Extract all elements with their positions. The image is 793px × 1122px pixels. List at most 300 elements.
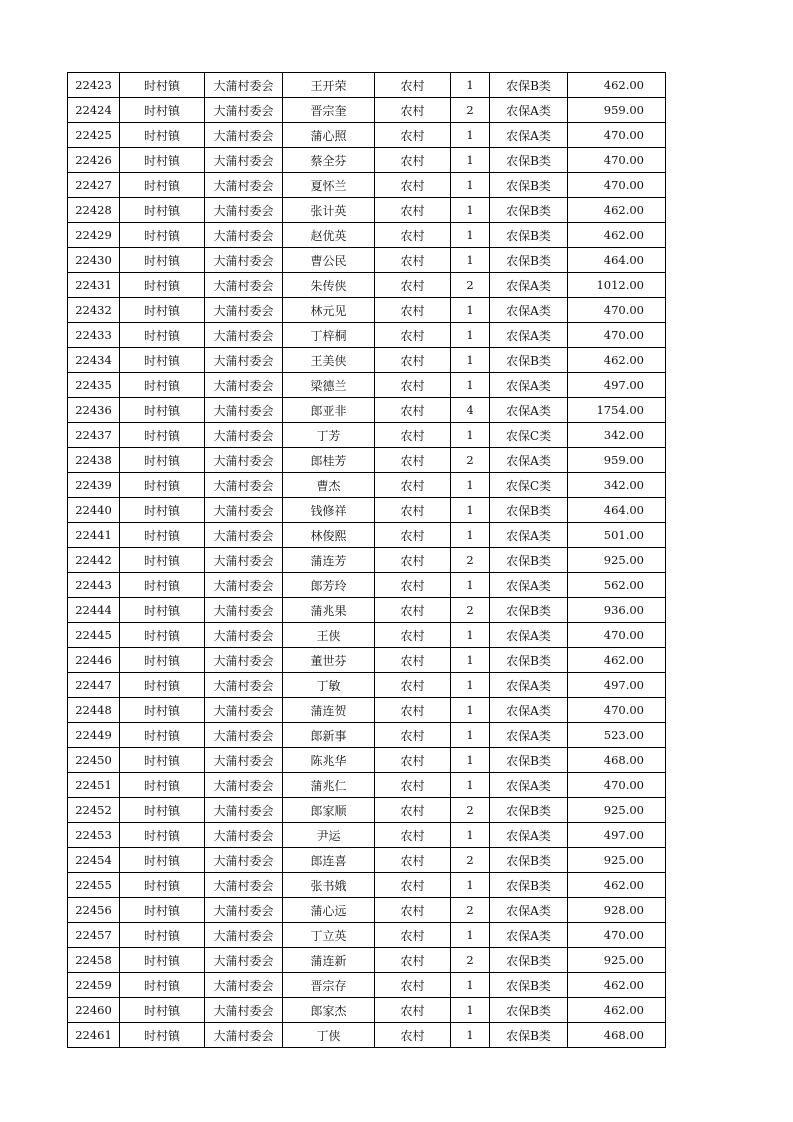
table-row — [68, 98, 666, 123]
table-row — [68, 423, 666, 448]
record-id-cell: 22450 — [68, 748, 120, 773]
town-cell: 时村镇 — [120, 473, 205, 498]
record-id-cell: 22441 — [68, 523, 120, 548]
table-row — [68, 323, 666, 348]
table-row — [68, 873, 666, 898]
record-id-cell: 22439 — [68, 473, 120, 498]
town-cell: 时村镇 — [120, 498, 205, 523]
insurance-category-cell: 农保B类 — [490, 148, 568, 173]
village-committee-cell: 大蒲村委会 — [205, 123, 283, 148]
town-cell: 时村镇 — [120, 123, 205, 148]
area-type-cell: 农村 — [375, 423, 451, 448]
record-id-cell: 22452 — [68, 798, 120, 823]
household-count-cell: 1 — [451, 523, 490, 548]
household-count-cell: 1 — [451, 323, 490, 348]
town-cell: 时村镇 — [120, 273, 205, 298]
record-id-cell: 22448 — [68, 698, 120, 723]
village-committee-cell: 大蒲村委会 — [205, 773, 283, 798]
person-name-cell: 丁敏 — [283, 673, 375, 698]
town-cell: 时村镇 — [120, 973, 205, 998]
household-count-cell: 1 — [451, 223, 490, 248]
insurance-category-cell: 农保A类 — [490, 898, 568, 923]
town-cell: 时村镇 — [120, 373, 205, 398]
record-id-cell: 22445 — [68, 623, 120, 648]
town-cell: 时村镇 — [120, 223, 205, 248]
town-cell: 时村镇 — [120, 423, 205, 448]
village-committee-cell: 大蒲村委会 — [205, 873, 283, 898]
person-name-cell: 林俊熙 — [283, 523, 375, 548]
amount-cell: 470.00 — [568, 623, 666, 648]
area-type-cell: 农村 — [375, 373, 451, 398]
household-count-cell: 1 — [451, 348, 490, 373]
area-type-cell: 农村 — [375, 173, 451, 198]
amount-cell: 470.00 — [568, 173, 666, 198]
area-type-cell: 农村 — [375, 948, 451, 973]
person-name-cell: 晋宗奎 — [283, 98, 375, 123]
amount-cell: 462.00 — [568, 973, 666, 998]
village-committee-cell: 大蒲村委会 — [205, 723, 283, 748]
person-name-cell: 郎桂芳 — [283, 448, 375, 473]
person-name-cell: 朱传侠 — [283, 273, 375, 298]
record-id-cell: 22461 — [68, 1023, 120, 1048]
town-cell: 时村镇 — [120, 773, 205, 798]
insurance-category-cell: 农保B类 — [490, 798, 568, 823]
village-committee-cell: 大蒲村委会 — [205, 598, 283, 623]
area-type-cell: 农村 — [375, 748, 451, 773]
person-name-cell: 尹运 — [283, 823, 375, 848]
person-name-cell: 丁梓桐 — [283, 323, 375, 348]
town-cell: 时村镇 — [120, 698, 205, 723]
insurance-category-cell: 农保B类 — [490, 223, 568, 248]
village-committee-cell: 大蒲村委会 — [205, 148, 283, 173]
village-committee-cell: 大蒲村委会 — [205, 823, 283, 848]
table-row — [68, 148, 666, 173]
table-row — [68, 123, 666, 148]
amount-cell: 936.00 — [568, 598, 666, 623]
area-type-cell: 农村 — [375, 148, 451, 173]
amount-cell: 925.00 — [568, 798, 666, 823]
record-id-cell: 22427 — [68, 173, 120, 198]
table-row — [68, 223, 666, 248]
insurance-category-cell: 农保A类 — [490, 923, 568, 948]
amount-cell: 925.00 — [568, 548, 666, 573]
household-count-cell: 1 — [451, 73, 490, 98]
village-committee-cell: 大蒲村委会 — [205, 448, 283, 473]
area-type-cell: 农村 — [375, 573, 451, 598]
amount-cell: 462.00 — [568, 873, 666, 898]
insurance-category-cell: 农保B类 — [490, 748, 568, 773]
table-row — [68, 198, 666, 223]
record-id-cell: 22433 — [68, 323, 120, 348]
person-name-cell: 梁德兰 — [283, 373, 375, 398]
table-row — [68, 848, 666, 873]
insurance-category-cell: 农保B类 — [490, 948, 568, 973]
person-name-cell: 陈兆华 — [283, 748, 375, 773]
area-type-cell: 农村 — [375, 873, 451, 898]
table-row — [68, 173, 666, 198]
person-name-cell: 蔡全芬 — [283, 148, 375, 173]
household-count-cell: 1 — [451, 698, 490, 723]
village-committee-cell: 大蒲村委会 — [205, 648, 283, 673]
record-id-cell: 22455 — [68, 873, 120, 898]
town-cell: 时村镇 — [120, 198, 205, 223]
village-committee-cell: 大蒲村委会 — [205, 748, 283, 773]
amount-cell: 462.00 — [568, 648, 666, 673]
insurance-category-cell: 农保A类 — [490, 123, 568, 148]
area-type-cell: 农村 — [375, 598, 451, 623]
insurance-category-cell: 农保A类 — [490, 448, 568, 473]
town-cell: 时村镇 — [120, 848, 205, 873]
insurance-category-cell: 农保A类 — [490, 823, 568, 848]
area-type-cell: 农村 — [375, 648, 451, 673]
area-type-cell: 农村 — [375, 798, 451, 823]
person-name-cell: 丁侠 — [283, 1023, 375, 1048]
table-row — [68, 823, 666, 848]
table-row — [68, 498, 666, 523]
area-type-cell: 农村 — [375, 123, 451, 148]
amount-cell: 462.00 — [568, 223, 666, 248]
insurance-category-cell: 农保C类 — [490, 473, 568, 498]
insurance-category-cell: 农保A类 — [490, 523, 568, 548]
town-cell: 时村镇 — [120, 548, 205, 573]
household-count-cell: 2 — [451, 798, 490, 823]
village-committee-cell: 大蒲村委会 — [205, 798, 283, 823]
town-cell: 时村镇 — [120, 323, 205, 348]
household-count-cell: 1 — [451, 123, 490, 148]
insurance-category-cell: 农保A类 — [490, 323, 568, 348]
insurance-category-cell: 农保A类 — [490, 673, 568, 698]
person-name-cell: 赵优英 — [283, 223, 375, 248]
table-row — [68, 898, 666, 923]
area-type-cell: 农村 — [375, 523, 451, 548]
household-count-cell: 2 — [451, 98, 490, 123]
town-cell: 时村镇 — [120, 823, 205, 848]
household-count-cell: 1 — [451, 298, 490, 323]
amount-cell: 925.00 — [568, 948, 666, 973]
table-row — [68, 973, 666, 998]
insurance-category-cell: 农保A类 — [490, 723, 568, 748]
table-row — [68, 373, 666, 398]
village-committee-cell: 大蒲村委会 — [205, 998, 283, 1023]
area-type-cell: 农村 — [375, 473, 451, 498]
household-count-cell: 2 — [451, 448, 490, 473]
town-cell: 时村镇 — [120, 598, 205, 623]
person-name-cell: 蒲心远 — [283, 898, 375, 923]
benefit-roster-table — [67, 72, 666, 1048]
area-type-cell: 农村 — [375, 73, 451, 98]
amount-cell: 462.00 — [568, 998, 666, 1023]
record-id-cell: 22459 — [68, 973, 120, 998]
household-count-cell: 2 — [451, 548, 490, 573]
area-type-cell: 农村 — [375, 623, 451, 648]
table-body — [68, 73, 666, 1048]
insurance-category-cell: 农保B类 — [490, 973, 568, 998]
table-row — [68, 798, 666, 823]
area-type-cell: 农村 — [375, 498, 451, 523]
village-committee-cell: 大蒲村委会 — [205, 348, 283, 373]
town-cell: 时村镇 — [120, 448, 205, 473]
town-cell: 时村镇 — [120, 998, 205, 1023]
person-name-cell: 蒲兆仁 — [283, 773, 375, 798]
village-committee-cell: 大蒲村委会 — [205, 548, 283, 573]
town-cell: 时村镇 — [120, 673, 205, 698]
town-cell: 时村镇 — [120, 298, 205, 323]
village-committee-cell: 大蒲村委会 — [205, 298, 283, 323]
person-name-cell: 郎家杰 — [283, 998, 375, 1023]
village-committee-cell: 大蒲村委会 — [205, 498, 283, 523]
table-row — [68, 548, 666, 573]
household-count-cell: 1 — [451, 423, 490, 448]
village-committee-cell: 大蒲村委会 — [205, 323, 283, 348]
area-type-cell: 农村 — [375, 823, 451, 848]
town-cell: 时村镇 — [120, 73, 205, 98]
record-id-cell: 22458 — [68, 948, 120, 973]
area-type-cell: 农村 — [375, 548, 451, 573]
area-type-cell: 农村 — [375, 323, 451, 348]
insurance-category-cell: 农保A类 — [490, 698, 568, 723]
town-cell: 时村镇 — [120, 98, 205, 123]
amount-cell: 928.00 — [568, 898, 666, 923]
table-row — [68, 298, 666, 323]
insurance-category-cell: 农保A类 — [490, 773, 568, 798]
area-type-cell: 农村 — [375, 973, 451, 998]
amount-cell: 470.00 — [568, 923, 666, 948]
village-committee-cell: 大蒲村委会 — [205, 398, 283, 423]
village-committee-cell: 大蒲村委会 — [205, 98, 283, 123]
household-count-cell: 4 — [451, 398, 490, 423]
amount-cell: 470.00 — [568, 148, 666, 173]
table-row — [68, 448, 666, 473]
town-cell: 时村镇 — [120, 798, 205, 823]
table-row — [68, 473, 666, 498]
amount-cell: 468.00 — [568, 748, 666, 773]
person-name-cell: 曹公民 — [283, 248, 375, 273]
record-id-cell: 22425 — [68, 123, 120, 148]
record-id-cell: 22432 — [68, 298, 120, 323]
village-committee-cell: 大蒲村委会 — [205, 848, 283, 873]
table-row — [68, 673, 666, 698]
record-id-cell: 22453 — [68, 823, 120, 848]
insurance-category-cell: 农保C类 — [490, 423, 568, 448]
village-committee-cell: 大蒲村委会 — [205, 473, 283, 498]
person-name-cell: 蒲兆果 — [283, 598, 375, 623]
person-name-cell: 晋宗存 — [283, 973, 375, 998]
town-cell: 时村镇 — [120, 948, 205, 973]
person-name-cell: 夏怀兰 — [283, 173, 375, 198]
town-cell: 时村镇 — [120, 923, 205, 948]
amount-cell: 497.00 — [568, 823, 666, 848]
insurance-category-cell: 农保A类 — [490, 398, 568, 423]
record-id-cell: 22436 — [68, 398, 120, 423]
record-id-cell: 22423 — [68, 73, 120, 98]
amount-cell: 497.00 — [568, 673, 666, 698]
village-committee-cell: 大蒲村委会 — [205, 698, 283, 723]
area-type-cell: 农村 — [375, 398, 451, 423]
insurance-category-cell: 农保A类 — [490, 273, 568, 298]
town-cell: 时村镇 — [120, 173, 205, 198]
amount-cell: 342.00 — [568, 473, 666, 498]
amount-cell: 959.00 — [568, 98, 666, 123]
area-type-cell: 农村 — [375, 348, 451, 373]
household-count-cell: 1 — [451, 973, 490, 998]
table-row — [68, 948, 666, 973]
household-count-cell: 2 — [451, 848, 490, 873]
person-name-cell: 郎新事 — [283, 723, 375, 748]
town-cell: 时村镇 — [120, 348, 205, 373]
area-type-cell: 农村 — [375, 923, 451, 948]
amount-cell: 470.00 — [568, 123, 666, 148]
town-cell: 时村镇 — [120, 248, 205, 273]
village-committee-cell: 大蒲村委会 — [205, 198, 283, 223]
person-name-cell: 张书娥 — [283, 873, 375, 898]
area-type-cell: 农村 — [375, 773, 451, 798]
insurance-category-cell: 农保B类 — [490, 873, 568, 898]
household-count-cell: 1 — [451, 1023, 490, 1048]
town-cell: 时村镇 — [120, 523, 205, 548]
amount-cell: 1754.00 — [568, 398, 666, 423]
insurance-category-cell: 农保B类 — [490, 198, 568, 223]
area-type-cell: 农村 — [375, 223, 451, 248]
town-cell: 时村镇 — [120, 648, 205, 673]
amount-cell: 464.00 — [568, 248, 666, 273]
area-type-cell: 农村 — [375, 723, 451, 748]
record-id-cell: 22428 — [68, 198, 120, 223]
village-committee-cell: 大蒲村委会 — [205, 673, 283, 698]
insurance-category-cell: 农保A类 — [490, 573, 568, 598]
record-id-cell: 22460 — [68, 998, 120, 1023]
village-committee-cell: 大蒲村委会 — [205, 1023, 283, 1048]
table-row — [68, 773, 666, 798]
town-cell: 时村镇 — [120, 623, 205, 648]
person-name-cell: 曹杰 — [283, 473, 375, 498]
table-row — [68, 73, 666, 98]
person-name-cell: 蒲心照 — [283, 123, 375, 148]
area-type-cell: 农村 — [375, 898, 451, 923]
amount-cell: 562.00 — [568, 573, 666, 598]
amount-cell: 501.00 — [568, 523, 666, 548]
person-name-cell: 钱修祥 — [283, 498, 375, 523]
table-row — [68, 598, 666, 623]
village-committee-cell: 大蒲村委会 — [205, 423, 283, 448]
town-cell: 时村镇 — [120, 1023, 205, 1048]
record-id-cell: 22442 — [68, 548, 120, 573]
record-id-cell: 22438 — [68, 448, 120, 473]
person-name-cell: 王开荣 — [283, 73, 375, 98]
table-row — [68, 648, 666, 673]
record-id-cell: 22435 — [68, 373, 120, 398]
area-type-cell: 农村 — [375, 673, 451, 698]
person-name-cell: 丁立英 — [283, 923, 375, 948]
village-committee-cell: 大蒲村委会 — [205, 273, 283, 298]
village-committee-cell: 大蒲村委会 — [205, 523, 283, 548]
insurance-category-cell: 农保B类 — [490, 173, 568, 198]
village-committee-cell: 大蒲村委会 — [205, 373, 283, 398]
household-count-cell: 1 — [451, 373, 490, 398]
household-count-cell: 2 — [451, 948, 490, 973]
household-count-cell: 1 — [451, 473, 490, 498]
area-type-cell: 农村 — [375, 248, 451, 273]
insurance-category-cell: 农保B类 — [490, 348, 568, 373]
record-id-cell: 22454 — [68, 848, 120, 873]
amount-cell: 1012.00 — [568, 273, 666, 298]
amount-cell: 470.00 — [568, 698, 666, 723]
town-cell: 时村镇 — [120, 748, 205, 773]
table-row — [68, 523, 666, 548]
household-count-cell: 1 — [451, 823, 490, 848]
person-name-cell: 王侠 — [283, 623, 375, 648]
town-cell: 时村镇 — [120, 898, 205, 923]
amount-cell: 497.00 — [568, 373, 666, 398]
record-id-cell: 22456 — [68, 898, 120, 923]
amount-cell: 342.00 — [568, 423, 666, 448]
household-count-cell: 1 — [451, 873, 490, 898]
record-id-cell: 22440 — [68, 498, 120, 523]
record-id-cell: 22429 — [68, 223, 120, 248]
record-id-cell: 22426 — [68, 148, 120, 173]
household-count-cell: 1 — [451, 623, 490, 648]
table-row — [68, 398, 666, 423]
village-committee-cell: 大蒲村委会 — [205, 973, 283, 998]
area-type-cell: 农村 — [375, 998, 451, 1023]
table-row — [68, 573, 666, 598]
household-count-cell: 1 — [451, 673, 490, 698]
area-type-cell: 农村 — [375, 298, 451, 323]
amount-cell: 470.00 — [568, 298, 666, 323]
amount-cell: 959.00 — [568, 448, 666, 473]
person-name-cell: 蒲连芳 — [283, 548, 375, 573]
village-committee-cell: 大蒲村委会 — [205, 948, 283, 973]
record-id-cell: 22430 — [68, 248, 120, 273]
table-row — [68, 273, 666, 298]
person-name-cell: 董世芬 — [283, 648, 375, 673]
amount-cell: 462.00 — [568, 198, 666, 223]
amount-cell: 925.00 — [568, 848, 666, 873]
area-type-cell: 农村 — [375, 848, 451, 873]
insurance-category-cell: 农保B类 — [490, 598, 568, 623]
amount-cell: 470.00 — [568, 773, 666, 798]
household-count-cell: 1 — [451, 923, 490, 948]
table-row — [68, 723, 666, 748]
record-id-cell: 22446 — [68, 648, 120, 673]
insurance-category-cell: 农保B类 — [490, 498, 568, 523]
area-type-cell: 农村 — [375, 1023, 451, 1048]
insurance-category-cell: 农保A类 — [490, 373, 568, 398]
village-committee-cell: 大蒲村委会 — [205, 73, 283, 98]
insurance-category-cell: 农保B类 — [490, 848, 568, 873]
village-committee-cell: 大蒲村委会 — [205, 898, 283, 923]
village-committee-cell: 大蒲村委会 — [205, 223, 283, 248]
town-cell: 时村镇 — [120, 398, 205, 423]
amount-cell: 468.00 — [568, 1023, 666, 1048]
table-row — [68, 623, 666, 648]
table-row — [68, 248, 666, 273]
household-count-cell: 1 — [451, 248, 490, 273]
village-committee-cell: 大蒲村委会 — [205, 248, 283, 273]
insurance-category-cell: 农保B类 — [490, 73, 568, 98]
amount-cell: 462.00 — [568, 348, 666, 373]
record-id-cell: 22451 — [68, 773, 120, 798]
area-type-cell: 农村 — [375, 448, 451, 473]
table-row — [68, 698, 666, 723]
household-count-cell: 1 — [451, 148, 490, 173]
household-count-cell: 1 — [451, 573, 490, 598]
person-name-cell: 郎亚非 — [283, 398, 375, 423]
area-type-cell: 农村 — [375, 98, 451, 123]
town-cell: 时村镇 — [120, 148, 205, 173]
household-count-cell: 1 — [451, 723, 490, 748]
record-id-cell: 22424 — [68, 98, 120, 123]
record-id-cell: 22447 — [68, 673, 120, 698]
